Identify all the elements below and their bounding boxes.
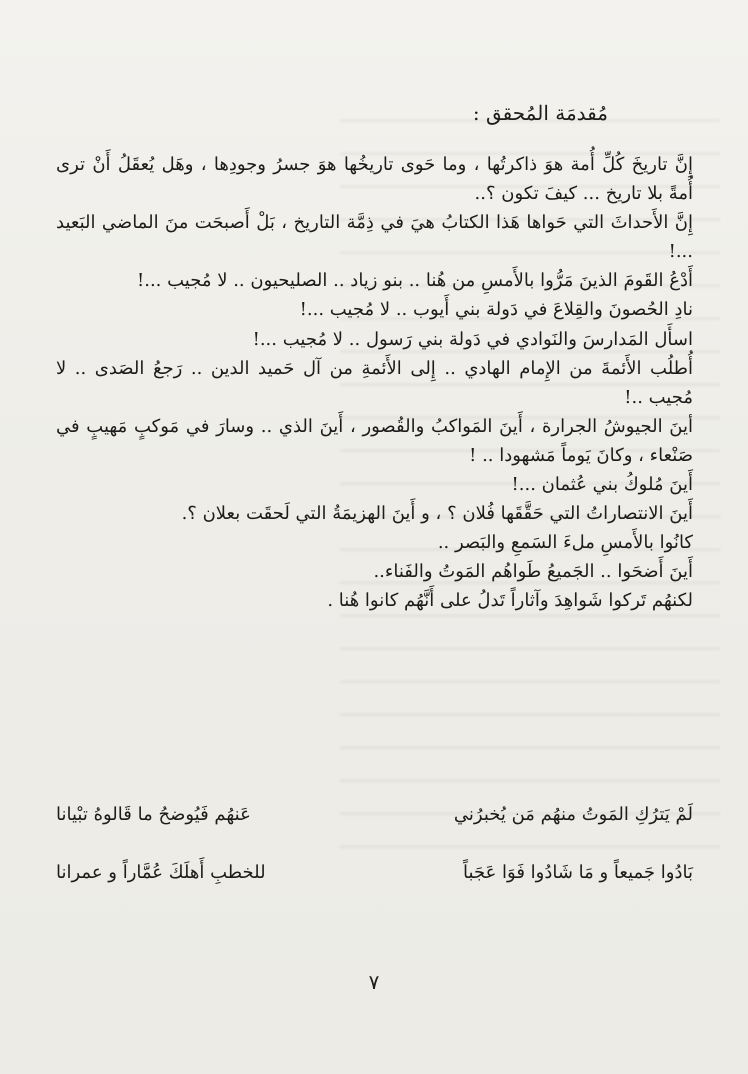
paragraph-6: أُطلُب الأَئمةَ من الإِمام الهادي .. إِلى الأَئمةِ من آل حَميد الدين .. رَجعُ الصَدى .. لا مُجيب ..! bbox=[56, 357, 693, 408]
verse-1-second-hemistich: عَنهُم فَيُوضحُ ما قَالوهُ تبْيانا bbox=[56, 804, 251, 825]
paragraph-8: أَينَ مُلوكُ بني عُثمان ...! bbox=[511, 474, 693, 496]
paragraph-11: أَينَ أَضحَوا .. الجَميعُ طَواهُم المَوتُ والفَناء.. bbox=[373, 561, 693, 583]
paragraph-1: إِنَّ تاريخَ كُلِّ أُمة هوَ ذاكرتُها ، وما حَوى تاريخُها هوَ جسرُ وجودِها ، وهَل يُعقَلُ أَنْ ترى أُمةً بلا تاريخ ... كيفَ تكون ؟.. bbox=[56, 154, 693, 205]
poem-block bbox=[56, 806, 693, 922]
poem-verse-1 bbox=[56, 806, 693, 864]
poem-verse-2 bbox=[56, 864, 693, 922]
paragraph-3: أَدْعُ القَومَ الذينَ مَرُّوا بالأَمسِ من هُنا .. بنو زياد .. الصليحيون .. لا مُجيب ...! bbox=[137, 270, 693, 292]
page-number: ٧ bbox=[368, 970, 380, 994]
paragraph-4: نادِ الحُصونَ والقِلاعَ في دَولة بني أَيوب .. لا مُجيب ...! bbox=[299, 299, 693, 321]
paragraph-9: أَينَ الانتصاراتُ التي حَقَّقَها فُلان ؟ ، و أَينَ الهزيمَةُ التي لَحقَت بعلان ؟. bbox=[181, 503, 693, 525]
verse-2-second-hemistich: للخطبِ أَهلَكَ عُمَّاراً و عمرانا bbox=[56, 862, 266, 883]
paragraph-5: اسأَل المَدارسَ والنَوادي في دَولة بني رَسول .. لا مُجيب ...! bbox=[252, 328, 693, 350]
paragraph-10: كانُوا بالأَمسِ ملءَ السَمعِ والبَصر .. bbox=[437, 532, 693, 554]
verse-1-first-hemistich: لَمْ يَترُكِ المَوتُ منهُم مَن يُخبرُني bbox=[453, 804, 693, 825]
main-text bbox=[56, 150, 693, 616]
verse-2-first-hemistich: بَادُوا جَميعاً و مَا شَادُوا فَوَا عَجَباً bbox=[463, 862, 693, 883]
paragraph-12: لكنهُم تَركوا شَواهِدَ وآثاراً تَدلُ على أَنَّهُم كانوا هُنا . bbox=[327, 590, 693, 612]
paragraph-7: أينَ الجيوشُ الجرارة ، أَينَ المَواكبُ والقُصور ، أَينَ الذي .. وسارَ في مَوكبٍ مَهيبٍ في صَنْعاء ، وكانَ يَوماً مَشهودا .. ! bbox=[56, 415, 693, 466]
page-heading: مُقدمَة المُحقق : bbox=[472, 101, 608, 125]
paragraph-2: إِنَّ الأَحداثَ التي حَواها هَذا الكتابُ هيَ في ذِمَّة التاريخ ، بَلْ أَصبحَت منَ الماضي البَعيد ...! bbox=[56, 212, 693, 263]
